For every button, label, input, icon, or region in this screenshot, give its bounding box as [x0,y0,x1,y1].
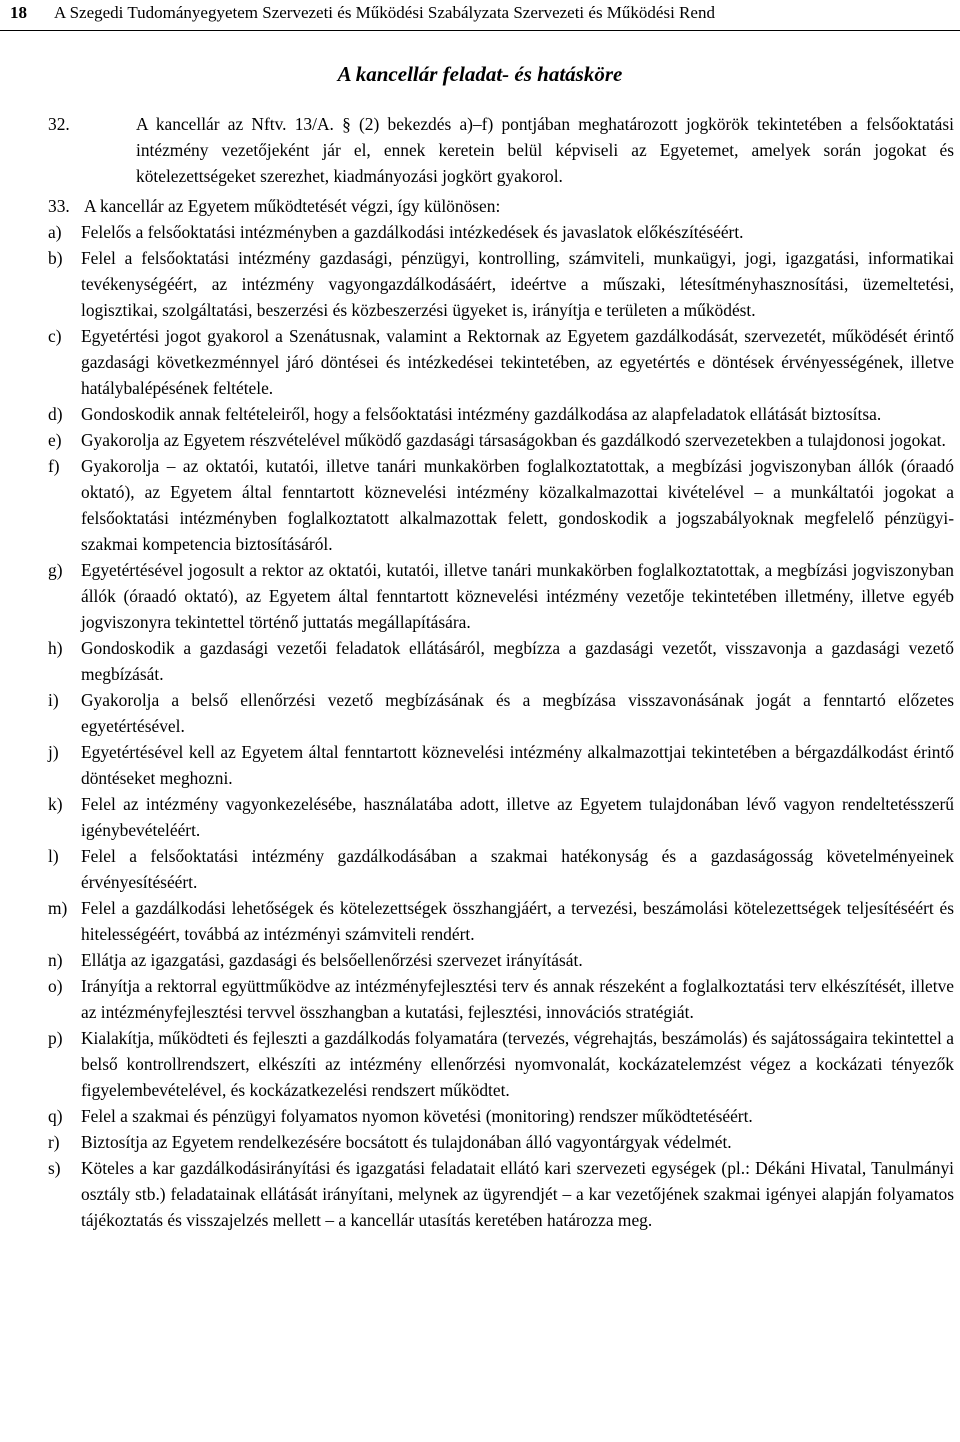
list-item-text: Gyakorolja az Egyetem részvételével működő gazdasági társaságokban és gazdálkodó szervezetekben a tulajdonosi jogokat. [81,430,946,450]
section-title: A kancellár feladat- és hatásköre [337,62,623,86]
list-item-label: g) [48,560,63,580]
list-item-label: i) [48,690,59,710]
page-number: 18 [10,3,27,22]
list-item-text: Gyakorolja a belső ellenőrzési vezető megbízásának és a megbízása visszavonásának jogát a fenntartó előzetes egyetértésével. [81,690,954,736]
paragraph-number: 32. [48,114,70,134]
list-item-label: e) [48,430,62,450]
list-item-label: r) [48,1132,60,1152]
list-item-label: m) [48,898,68,918]
list-item [48,947,954,973]
list-item-label: s) [48,1158,61,1178]
list-item-text: Egyetértésével jogosult a rektor az oktatói, kutatói, illetve tanári munkakörben foglalkoztatottak, a megbízási jogviszonyban állók (óraadó oktató), az Egyetem által fenntartott köznevelési intézmény vezetője tekintetében illetmény, illetve egyéb jogviszonyra tekintettel történő juttatás megállapítására. [81,560,954,632]
paragraph-33 [48,193,954,219]
list-item [48,323,954,401]
list-item-text: Felelős a felsőoktatási intézményben a gazdálkodási intézkedések és javaslatok előkészítéséért. [81,222,744,242]
paragraph-number: 33. [48,196,70,216]
list-item [48,1155,954,1233]
list-item-text: Felel a szakmai és pénzügyi folyamatos nyomon követési (monitoring) rendszer működtetéséért. [81,1106,753,1126]
list-item-label: d) [48,404,63,424]
list-item-text: Felel a felsőoktatási intézmény gazdasági, pénzügyi, kontrolling, számviteli, munkaügyi, jogi, igazgatási, informatikai tevékenységéért, az intézmény vagyongazdálkodásáért, ideértve a műszaki, létesítményhasznosítási, üzemeltetési, logisztikai, szolgáltatási, beszerzési és közbeszerzési ügyeket is, irányítja e területen a működést. [81,248,954,320]
list-item-label: q) [48,1106,63,1126]
page-header [0,0,960,31]
list-item-text: Felel az intézmény vagyonkezelésébe, használatába adott, illetve az Egyetem tulajdonában lévő vagyon rendeltetésszerű igénybevételéért. [81,794,954,840]
list-item-text: Egyetértésével kell az Egyetem által fenntartott köznevelési intézmény alkalmazottjai tekintetében a bérgazdálkodást érintő döntéseket meghozni. [81,742,954,788]
list-item-text: Gondoskodik a gazdasági vezetői feladatok ellátásáról, megbízza a gazdasági vezetőt, visszavonja a gazdasági vezető megbízását. [81,638,954,684]
list-item-label: f) [48,456,60,476]
list-item [48,635,954,687]
document-body [48,111,954,1233]
list-item [48,1103,954,1129]
list-item [48,401,954,427]
item-list [48,219,954,1233]
list-item-text: Felel a gazdálkodási lehetőségek és kötelezettségek összhangjáért, a tervezési, beszámolási kötelezettségek teljesítéséért és hitelességéért, továbbá az intézményi számviteli rendért. [81,898,954,944]
list-item-label: h) [48,638,63,658]
list-item-text: Gyakorolja – az oktatói, kutatói, illetve tanári munkakörben foglalkoztatottak, a megbízási jogviszonyban állók (óraadó oktató), az Egyetem által fenntartott köznevelési intézmény közalkalmazottai kivételével – a munkáltatói jogokat a felsőoktatási intézményben foglalkoztatott alkalmazottak felett, gondoskodik a jogszabályoknak megfelelő pénzügyi-szakmai kompetencia biztosításáról. [81,456,954,554]
list-item [48,1129,954,1155]
list-item [48,973,954,1025]
list-item [48,739,954,791]
list-item-label: l) [48,846,59,866]
list-item-label: j) [48,742,59,762]
list-item [48,687,954,739]
list-item-text: Kialakítja, működteti és fejleszti a gazdálkodás folyamatára (tervezés, végrehajtás, beszámolás) és sajátosságaira tekintettel a belső kontrollrendszert, elkészíti az intézmény ellenőrzési nyomvonalát, kockázatelemzést végez a kockázati tényezők figyelembevételével, és kockázatkezelési rendszert működtet. [81,1028,954,1100]
list-item-text: Köteles a kar gazdálkodásirányítási és igazgatási feladatait ellátó kari szervezeti egységek (pl.: Dékáni Hivatal, Tanulmányi osztály stb.) feladatainak ellátását irányítani, melynek az ügyrendjét – a kar vezetőjének szakmai igényei alapján folyamatos tájékoztatás és visszajelzés mellett – a kancellár utasítás keretében határozza meg. [81,1158,954,1230]
list-item [48,453,954,557]
list-item [48,843,954,895]
list-item-text: Ellátja az igazgatási, gazdasági és belsőellenőrzési szervezet irányítását. [81,950,583,970]
list-item-text: Felel a felsőoktatási intézmény gazdálkodásában a szakmai hatékonyság és a gazdaságosság követelményeinek érvényesítéséért. [81,846,954,892]
running-title: A Szegedi Tudományegyetem Szervezeti és Működési Szabályzata Szervezeti és Működési Rend [54,3,715,22]
list-item [48,895,954,947]
list-item [48,791,954,843]
list-item [48,219,954,245]
list-item [48,1025,954,1103]
paragraph-text: A kancellár az Nftv. 13/A. § (2) bekezdés a)–f) pontjában meghatározott jogkörök tekintetében a felsőoktatási intézmény vezetőjeként jár el, ennek keretein belül képviseli az Egyetemet, amelyek során jogokat és kötelezettségeket szerezhet, kiadmányozási jogkört gyakorol. [136,114,954,186]
list-item [48,427,954,453]
list-item-label: a) [48,222,62,242]
list-item-label: b) [48,248,63,268]
list-item-label: k) [48,794,63,814]
list-item-label: n) [48,950,63,970]
list-item-text: Irányítja a rektorral együttműködve az intézményfejlesztési terv és annak részeként a foglalkoztatási terv elkészítését, illetve az intézményfejlesztési tervvel összhangban a kutatási, fejlesztési, innovációs stratégiát. [81,976,954,1022]
list-item [48,245,954,323]
list-item-text: Egyetértési jogot gyakorol a Szenátusnak, valamint a Rektornak az Egyetem gazdálkodását, szervezetét, működését érintő gazdasági következménnyel járó döntései és intézkedései tekintetében, az egyetértés e döntések érvényességének, illetve hatálybalépésének feltétele. [81,326,954,398]
list-item-label: o) [48,976,63,996]
list-item [48,557,954,635]
list-item-text: Gondoskodik annak feltételeiről, hogy a felsőoktatási intézmény gazdálkodása az alapfeladatok ellátását biztosítsa. [81,404,882,424]
list-item-label: c) [48,326,62,346]
paragraph-32 [48,111,954,189]
list-item-text: Biztosítja az Egyetem rendelkezésére bocsátott és tulajdonában álló vagyontárgyak védelmét. [81,1132,732,1152]
list-item-label: p) [48,1028,63,1048]
paragraph-text: A kancellár az Egyetem működtetését végzi, így különösen: [84,196,501,216]
